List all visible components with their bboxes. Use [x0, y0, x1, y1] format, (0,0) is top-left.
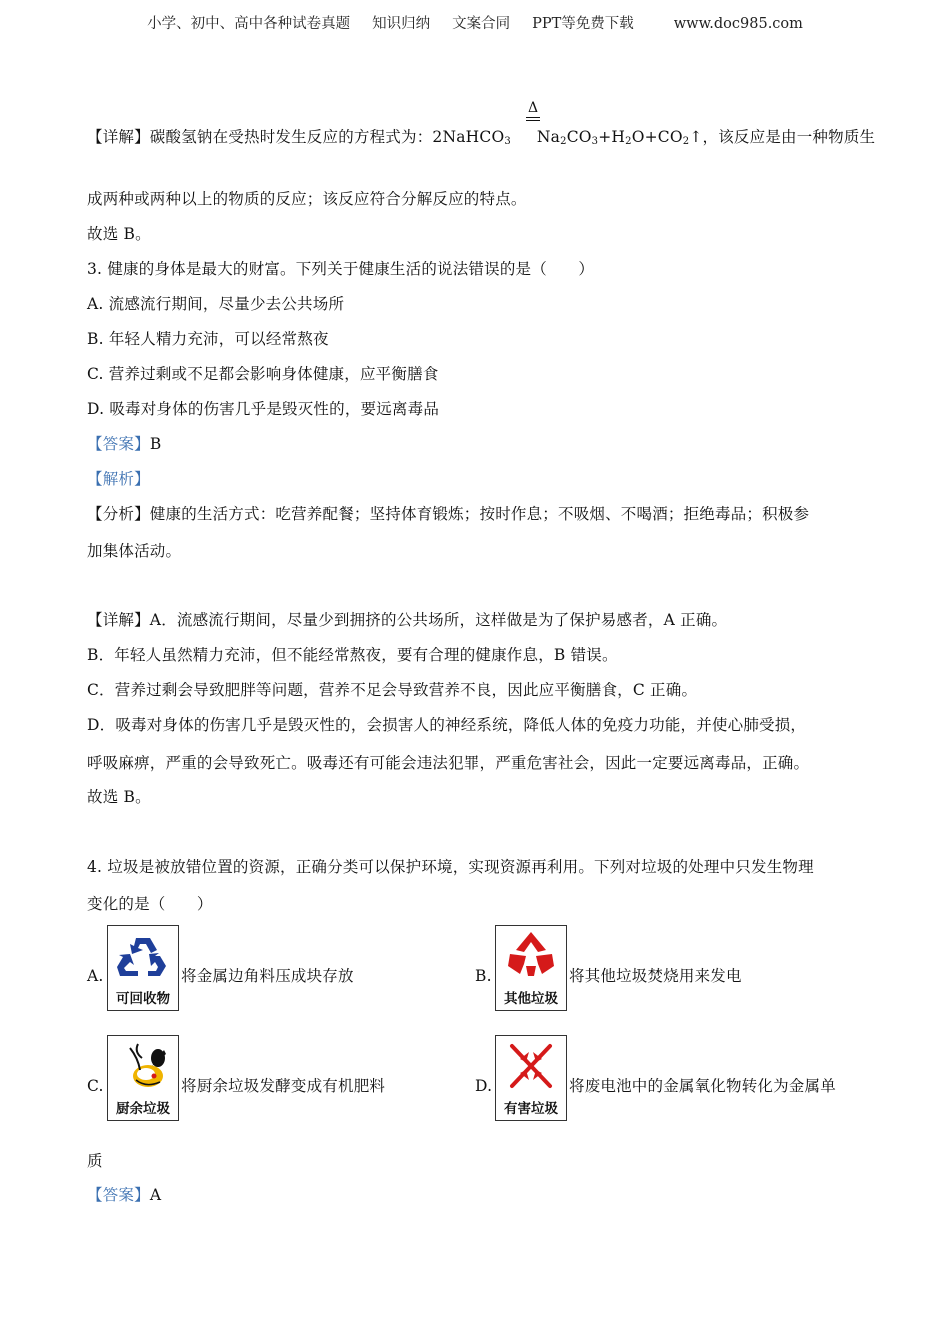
q2-detail-line: 【详解】碳酸氢钠在受热时发生反应的方程式为：2NaHCO$_3$ $Na_2CO_3+H_2O+CO_2↑$，该反应是由一种物质生: [87, 128, 876, 147]
q3-option-d: D. 吸毒对身体的伤害几乎是毁灭性的，要远离毒品: [87, 400, 440, 418]
q3-detail-4: D．吸毒对身体的伤害几乎是毁灭性的，会损害人的神经系统，降低人体的免疫力功能，并使心肺受损，: [87, 716, 807, 734]
q3-detail-1: 【详解】A．流感流行期间，尽量少到拥挤的公共场所，这样做是为了保护易感者，A 正确。: [87, 611, 728, 629]
hazardous-waste-label: 有害垃圾: [504, 1101, 558, 1117]
heating-condition: Δ: [526, 100, 540, 121]
q3-answer: 【答案】B: [87, 435, 162, 453]
q3-detail-5: 呼吸麻痹，严重的会导致死亡。吸毒还有可能会违法犯罪，严重危害社会，因此一定要远离毒品，正确。: [87, 754, 810, 772]
q3-analysis-tag: 【解析】: [87, 470, 150, 488]
recycle-icon: [107, 925, 179, 1011]
header-text-4: PPT等免费下载: [532, 16, 634, 32]
q3-option-c: C. 营养过剩或不足都会影响身体健康，应平衡膳食: [87, 365, 439, 383]
other-waste-icon: [495, 925, 567, 1011]
q4-option-c-letter: C.: [87, 1077, 104, 1095]
q4-option-a-text: 将金属边角料压成块存放: [181, 967, 354, 985]
q2-detail-line-2: 成两种或两种以上的物质的反应；该反应符合分解反应的特点。: [87, 190, 527, 208]
q3-detail-3: C．营养过剩会导致肥胖等问题，营养不足会导致营养不良，因此应平衡膳食，C 正确。: [87, 681, 698, 699]
q3-detail-6: 故选 B。: [87, 788, 151, 806]
q4-stem-tail: 质: [87, 1152, 103, 1170]
header-text-3: 文案合同: [452, 16, 511, 32]
header-site: www.doc985.com: [673, 16, 803, 32]
kitchen-waste-label: 厨余垃圾: [116, 1101, 170, 1117]
other-waste-label: 其他垃圾: [504, 991, 558, 1007]
q4-option-d-letter: D.: [475, 1077, 493, 1095]
q3-option-a: A. 流感流行期间，尽量少去公共场所: [87, 295, 345, 313]
q4-stem-1: 4. 垃圾是被放错位置的资源，正确分类可以保护环境，实现资源再利用。下列对垃圾的处理中只发生物理: [87, 858, 814, 876]
page-header: [0, 12, 950, 33]
kitchen-waste-icon: [107, 1035, 179, 1121]
q4-option-c-text: 将厨余垃圾发酵变成有机肥料: [181, 1077, 386, 1095]
q3-analysis-1: 【分析】健康的生活方式：吃营养配餐；坚持体育锻炼；按时作息；不吸烟、不喝酒；拒绝毒品；积极参: [87, 505, 810, 523]
q3-detail-2: B．年轻人虽然精力充沛，但不能经常熬夜，要有合理的健康作息，B 错误。: [87, 646, 618, 664]
hazardous-waste-icon: [495, 1035, 567, 1121]
q4-option-d-text: 将废电池中的金属氧化物转化为金属单: [569, 1077, 836, 1095]
q3-stem: 3. 健康的身体是最大的财富。下列关于健康生活的说法错误的是（ ）: [87, 260, 595, 278]
header-text-1: 小学、初中、高中各种试卷真题: [147, 16, 351, 32]
header-text-2: 知识归纳: [372, 16, 431, 32]
q4-option-a-letter: A.: [87, 967, 104, 985]
q3-option-b: B. 年轻人精力充沛，可以经常熬夜: [87, 330, 329, 348]
q2-choose: 故选 B。: [87, 225, 151, 243]
q3-analysis-2: 加集体活动。: [87, 542, 182, 560]
q4-option-b-letter: B.: [475, 967, 492, 985]
q4-option-b-text: 将其他垃圾焚烧用来发电: [569, 967, 742, 985]
q4-stem-2: 变化的是（ ）: [87, 895, 213, 913]
recycle-label: 可回收物: [116, 991, 170, 1007]
q4-answer: 【答案】A: [87, 1186, 162, 1204]
